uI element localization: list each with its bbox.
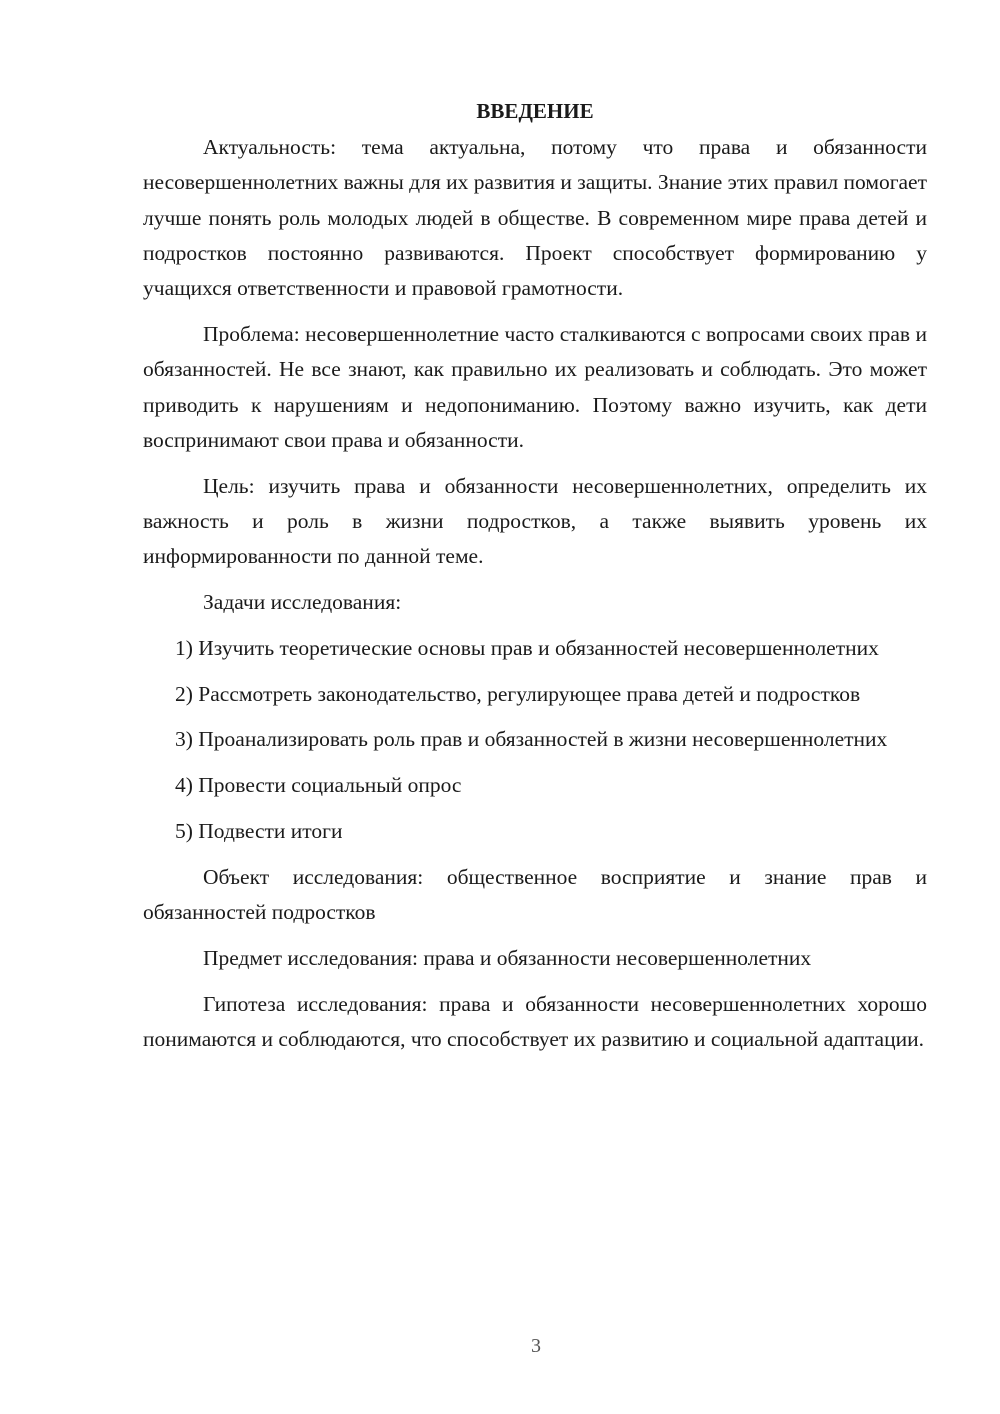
relevance-paragraph: Актуальность: тема актуальна, потому что права и обязанности несовершеннолетних важны для их развития и защиты. Знание этих правил помогает лучше понять роль молодых людей в обществе. В современном мире права детей и подростков постоянно развиваются. Проект способствует формированию у учащихся ответственности и правовой грамотности. [143,135,927,301]
subject-paragraph: Предмет исследования: права и обязанности несовершеннолетних [203,945,812,970]
document-page [143,96,927,1068]
task-item: 2) Рассмотреть законодательство, регулирующее права детей и подростков [175,681,861,706]
task-item: 1) Изучить теоретические основы прав и обязанностей несовершеннолетних [175,635,879,660]
object-paragraph: Объект исследования: общественное восприятие и знание прав и обязанностей подростков [143,864,927,925]
tasks-heading: Задачи исследования: [203,590,402,615]
hypothesis-paragraph: Гипотеза исследования: права и обязанности несовершеннолетних хорошо понимаются и соблюдаются, что способствует их развитию и социальной адаптации. [143,991,927,1052]
page-number: 3 [531,1335,541,1357]
task-item: 4) Провести социальный опрос [175,773,462,798]
problem-paragraph: Проблема: несовершеннолетние часто сталкиваются с вопросами своих прав и обязанностей. Не все знают, как правильно их реализовать и соблюдать. Это может приводить к нарушениям и недопониманию. Поэтому важно изучить, как дети воспринимают свои права и обязанности. [143,321,927,452]
goal-paragraph: Цель: изучить права и обязанности несовершеннолетних, определить их важность и роль в жизни подростков, а также выявить уровень их информированности по данной теме. [143,473,927,569]
task-item: 3) Проанализировать роль прав и обязанностей в жизни несовершеннолетних [175,727,888,752]
task-item: 5) Подвести итоги [175,819,343,844]
section-title: ВВЕДЕНИЕ [476,99,594,123]
